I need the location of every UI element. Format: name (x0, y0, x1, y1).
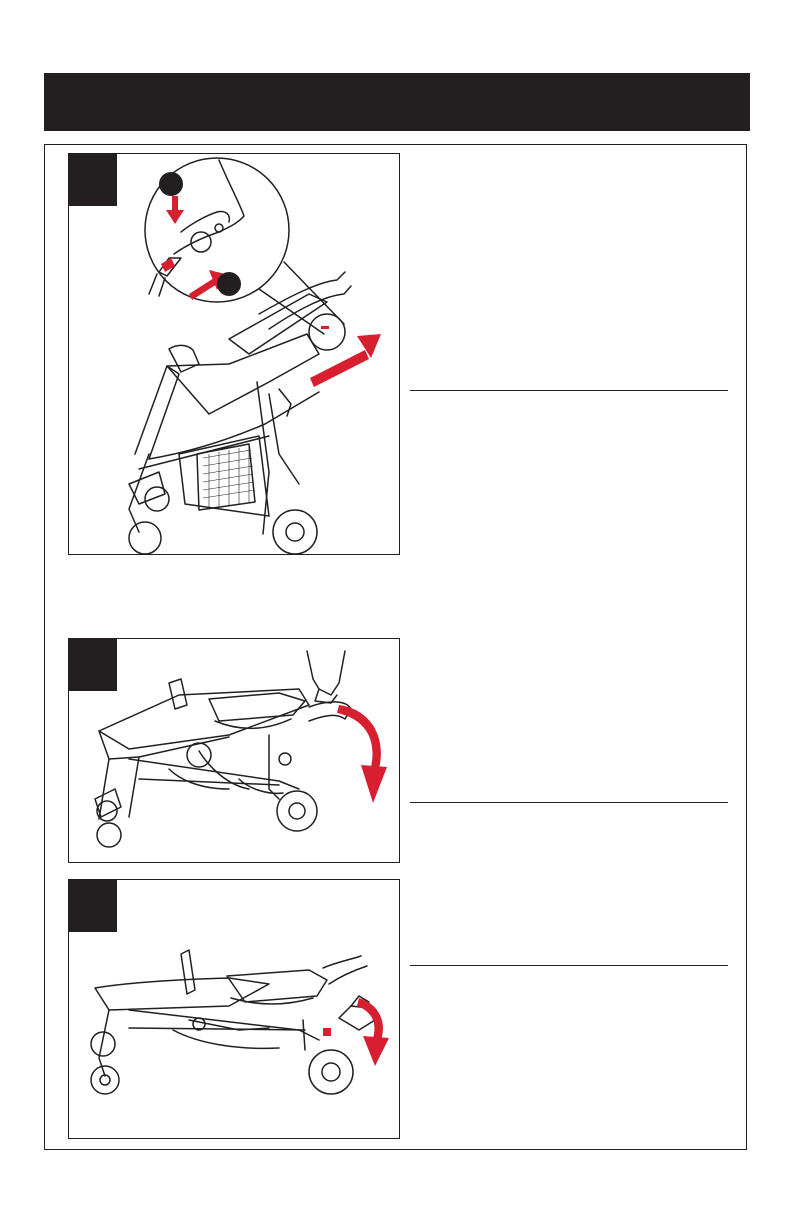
step-3-illustration (68, 879, 400, 1139)
stroller-fold-drawing (69, 639, 400, 863)
stroller-unlock-drawing (69, 154, 400, 555)
step-1-illustration (68, 153, 400, 555)
step-1-divider (410, 390, 728, 391)
section-header-bar (44, 73, 750, 131)
step-2-divider (410, 802, 728, 803)
callout-2-marker (217, 272, 241, 296)
callout-1-marker (159, 172, 183, 196)
step-3-divider (410, 965, 728, 966)
step-2-illustration (68, 638, 400, 863)
stroller-fold-complete-drawing (69, 880, 400, 1139)
